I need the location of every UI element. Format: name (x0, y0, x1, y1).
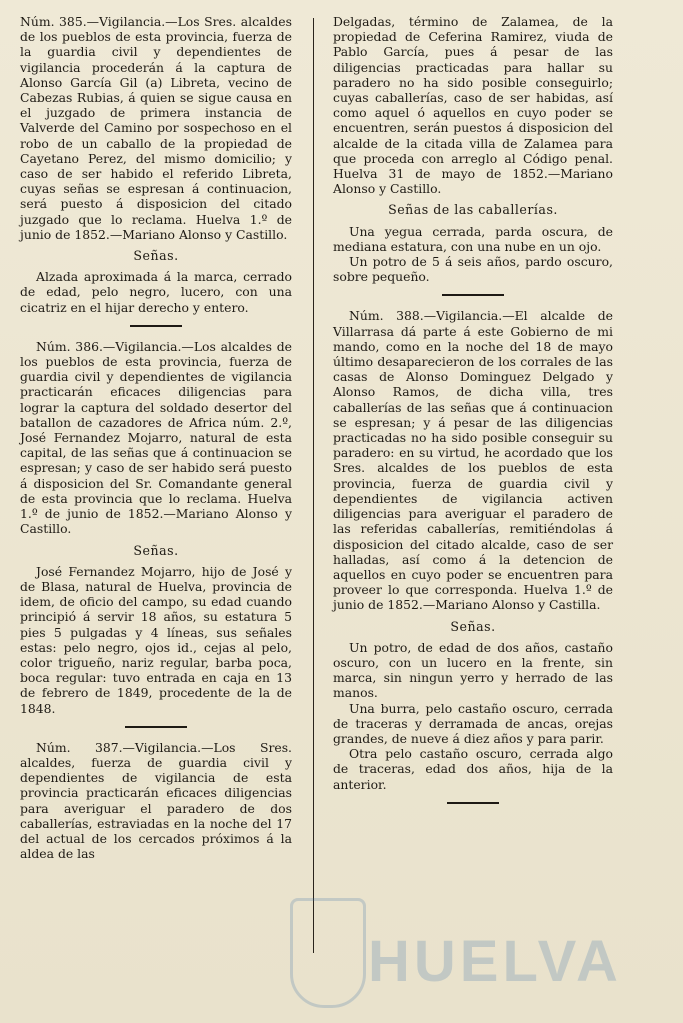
separator-rule (130, 325, 182, 327)
right-column (333, 14, 613, 816)
separator-rule (125, 726, 187, 728)
notice-386-heading: Señas. (133, 542, 179, 558)
notice-388-description-3: Otra pelo castaño oscuro, cerrada algo de traceras, edad dos años, hija de la anterior. (333, 746, 613, 792)
shield-emblem-icon (290, 898, 366, 1008)
left-column (20, 14, 292, 861)
notice-386-description: José Fernandez Mojarro, hijo de José y de Blasa, natural de Huelva, provincia de idem, de oficio del campo, su edad cuando principió á servir 18 años, su estatura 5 pies 5 pulgadas y 4 líneas, sus señales estas: pelo negro, ojos id., cejas al pelo, color trigueño, nariz regular, barba poca, boca regular: tuvo entrada en caja en 13 de febrero de 1849, procedente de la de 1848. (20, 563, 292, 716)
separator-rule (447, 802, 499, 804)
column-divider (313, 18, 314, 953)
separator-rule (442, 294, 504, 296)
notice-388-description-2: Una burra, pelo castaño oscuro, cerrada de traceras y derramada de ancas, orejas grandes, de nueve á diez años y para parir. (333, 700, 613, 746)
notice-387-heading: Señas de las caballerías. (388, 202, 558, 218)
notice-385-description: Alzada aproximada á la marca, cerrado de edad, pelo negro, lucero, con una cicatriz en el hijar derecho y entero. (20, 269, 292, 315)
notice-385: Núm. 385.—Vigilancia.—Los Sres. alcaldes de los pueblos de esta provincia, fuerza de la guardia civil y dependientes de vigilancia procederán á la captura de Alonso García Gil (a) Libreta, vecino de Cabezas Rubias, á quien se sigue causa en el juzgado de primera instancia de Valverde del Camino por sospechoso en el robo de un caballo de la propiedad de Cayetano Perez, del mismo domicilio; y caso de ser habido el referido Libreta, cuyas señas se espresan á continuacion, será puesto á disposicion del citado juzgado que lo reclama. Huelva 1.º de junio de 1852.—Mariano Alonso y Castillo. (20, 14, 292, 242)
notice-386: Núm. 386.—Vigilancia.—Los alcaldes de los pueblos de esta provincia, fuerza de guardia civil y dependientes de vigilancia practicarán eficaces diligencias para lograr la captura del soldado desertor del batallon de cazadores de Africa núm. 2.º, José Fernandez Mojarro, natural de esta capital, de las señas que á continuacion se espresan; y caso de ser habido será puesto á disposicion del Sr. Comandante general de esta provincia que lo reclama. Huelva 1.º de junio de 1852.—Mariano Alonso y Castillo. (20, 338, 292, 537)
notice-387: Núm. 387.—Vigilancia.—Los Sres. alcaldes, fuerza de guardia civil y dependientes de vigilancia de esta provincia practicarán eficaces diligencias para averiguar el paradero de dos caballerías, estraviadas en la noche del 17 del actual de los cercados próximos á la aldea de las (20, 739, 292, 862)
notice-388-description-1: Un potro, de edad de dos años, castaño oscuro, con un lucero en la frente, sin marca, sin ningun yerro y herrado de las manos. (333, 639, 613, 701)
watermark-text: HUELVA (368, 929, 622, 994)
archive-watermark (290, 898, 620, 1008)
notice-385-heading: Señas. (133, 248, 179, 264)
notice-387-continued: Delgadas, término de Zalamea, de la propiedad de Ceferina Ramirez, viuda de Pablo García, pues á pesar de las diligencias practicadas para hallar su paradero no ha sido posible conseguirlo; cuyas caballerías, caso de ser habidas, así como aquel ó aquellos en cuyo poder se encuentren, serán puestos á disposicion del alcalde de la citada villa de Zalamea para que proceda con arreglo al Código penal. Huelva 31 de mayo de 1852.—Mariano Alonso y Castillo. (333, 14, 613, 197)
notice-387-description-2: Un potro de 5 á seis años, pardo oscuro, sobre pequeño. (333, 254, 613, 285)
notice-388-heading: Señas. (450, 618, 496, 634)
notice-387-description-1: Una yegua cerrada, parda oscura, de mediana estatura, con una nube en un ojo. (333, 223, 613, 254)
notice-388: Núm. 388.—Vigilancia.—El alcalde de Villarrasa dá parte á este Gobierno de mi mando, como en la noche del 18 de mayo último desaparecieron de los corrales de las casas de Alonso Dominguez Delgado y Alonso Ramos, de dicha villa, tres caballerías de las señas que á continuacion se espresan; y á pesar de las diligencias practicadas no ha sido posible conseguir su paradero: en su virtud, he acordado que los Sres. alcaldes de los pueblos de esta provincia, fuerza de guardia civil y dependientes de vigilancia activen diligencias para averiguar el paradero de las referidas caballerías, remitiéndolas á disposicion del citado alcalde, caso de ser halladas, así como á la detencion de aquellos en cuyo poder se encuentren para proveer lo que corresponda. Huelva 1.º de junio de 1852.—Mariano Alonso y Castilla. (333, 308, 613, 613)
